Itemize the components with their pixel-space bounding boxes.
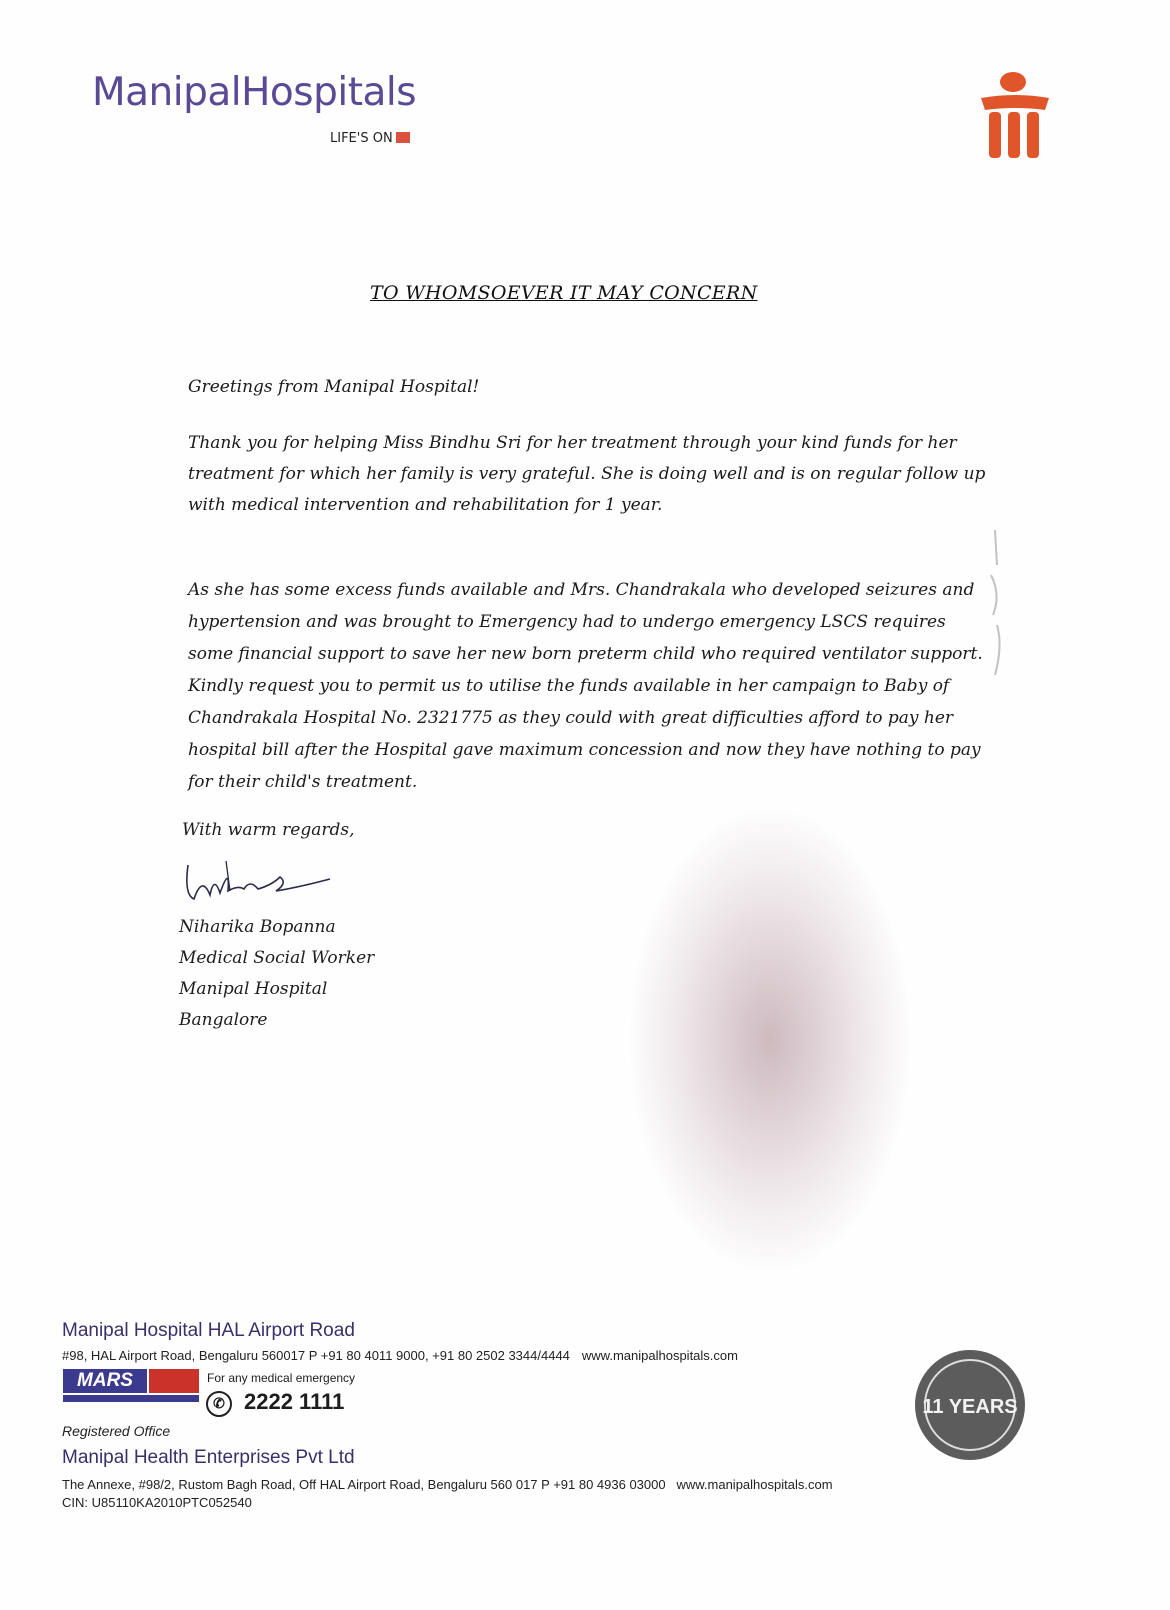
company-website-link[interactable]: www.manipalhospitals.com [676, 1477, 833, 1492]
letter-greeting: Greetings from Manipal Hospital! [188, 377, 480, 397]
tagline-text: LIFE'S ON [330, 131, 393, 146]
mars-side-block [149, 1369, 199, 1393]
brand-name: ManipalHospitals [92, 70, 417, 115]
signatory-org: Manipal Hospital [179, 979, 328, 999]
mars-label: MARS [63, 1369, 147, 1393]
mars-logo [63, 1369, 203, 1403]
signatory-role: Medical Social Worker [179, 948, 375, 968]
registered-office-label: Registered Office [62, 1423, 171, 1439]
emergency-label: For any medical emergency [207, 1371, 356, 1385]
manipal-figure-icon [975, 70, 1055, 170]
signatory-block [179, 912, 374, 1036]
footer-hospital-name: Manipal Hospital HAL Airport Road [62, 1320, 355, 1341]
letter-paragraph-2: As she has some excess funds available and Mrs. Chandrakala who developed seizures and hypertension and was brought to Emergency had to undergo emergency LSCS requires some financial support to save her new born preterm child who required ventilator support. Kindly request you to permit us to utilise the funds available in her campaign to Baby of Chandrakala Hospital No. 2321775 as they could with great difficulties afford to pay her hospital bill after the Hospital gave maximum concession and now they have nothing to pay for their child's treatment. [188, 580, 983, 792]
company-name: Manipal Health Enterprises Pvt Ltd [62, 1447, 355, 1468]
signatory-city: Bangalore [179, 1010, 268, 1030]
footer-address-text: #98, HAL Airport Road, Bengaluru 560017 P +91 80 4011 9000, +91 80 2502 3344/4444 [62, 1348, 570, 1363]
emergency-phone [206, 1389, 344, 1417]
scan-edge-mark [985, 525, 1015, 685]
signature [180, 855, 340, 915]
anniversary-badge-icon [910, 1345, 1030, 1465]
brand-tagline [330, 131, 410, 146]
letter-title: TO WHOMSOEVER IT MAY CONCERN [370, 282, 758, 304]
mars-sub-bar [63, 1395, 199, 1402]
company-address-text: The Annexe, #98/2, Rustom Bagh Road, Off HAL Airport Road, Bengaluru 560 017 P +91 80 4936 03000 [62, 1477, 666, 1492]
badge-text: 11 YEARS [922, 1396, 1018, 1418]
signatory-name: Niharika Bopanna [179, 917, 336, 937]
tagline-mark-icon [396, 132, 410, 143]
emergency-number[interactable]: 2222 1111 [244, 1389, 345, 1414]
footer-website-link[interactable]: www.manipalhospitals.com [581, 1348, 738, 1363]
letter-paragraph-1: Thank you for helping Miss Bindhu Sri for her treatment through your kind funds for her treatment for which her family is very grateful. She is doing well and is on regular follow up with medical intervention and rehabilitation for 1 year. [188, 433, 986, 515]
phone-icon: ✆ [206, 1391, 232, 1417]
company-address [62, 1477, 833, 1492]
scan-smudge [630, 810, 910, 1270]
letter-closing: With warm regards, [182, 820, 355, 840]
footer-hospital-address [62, 1348, 738, 1363]
company-cin: CIN: U85110KA2010PTC052540 [62, 1495, 252, 1510]
